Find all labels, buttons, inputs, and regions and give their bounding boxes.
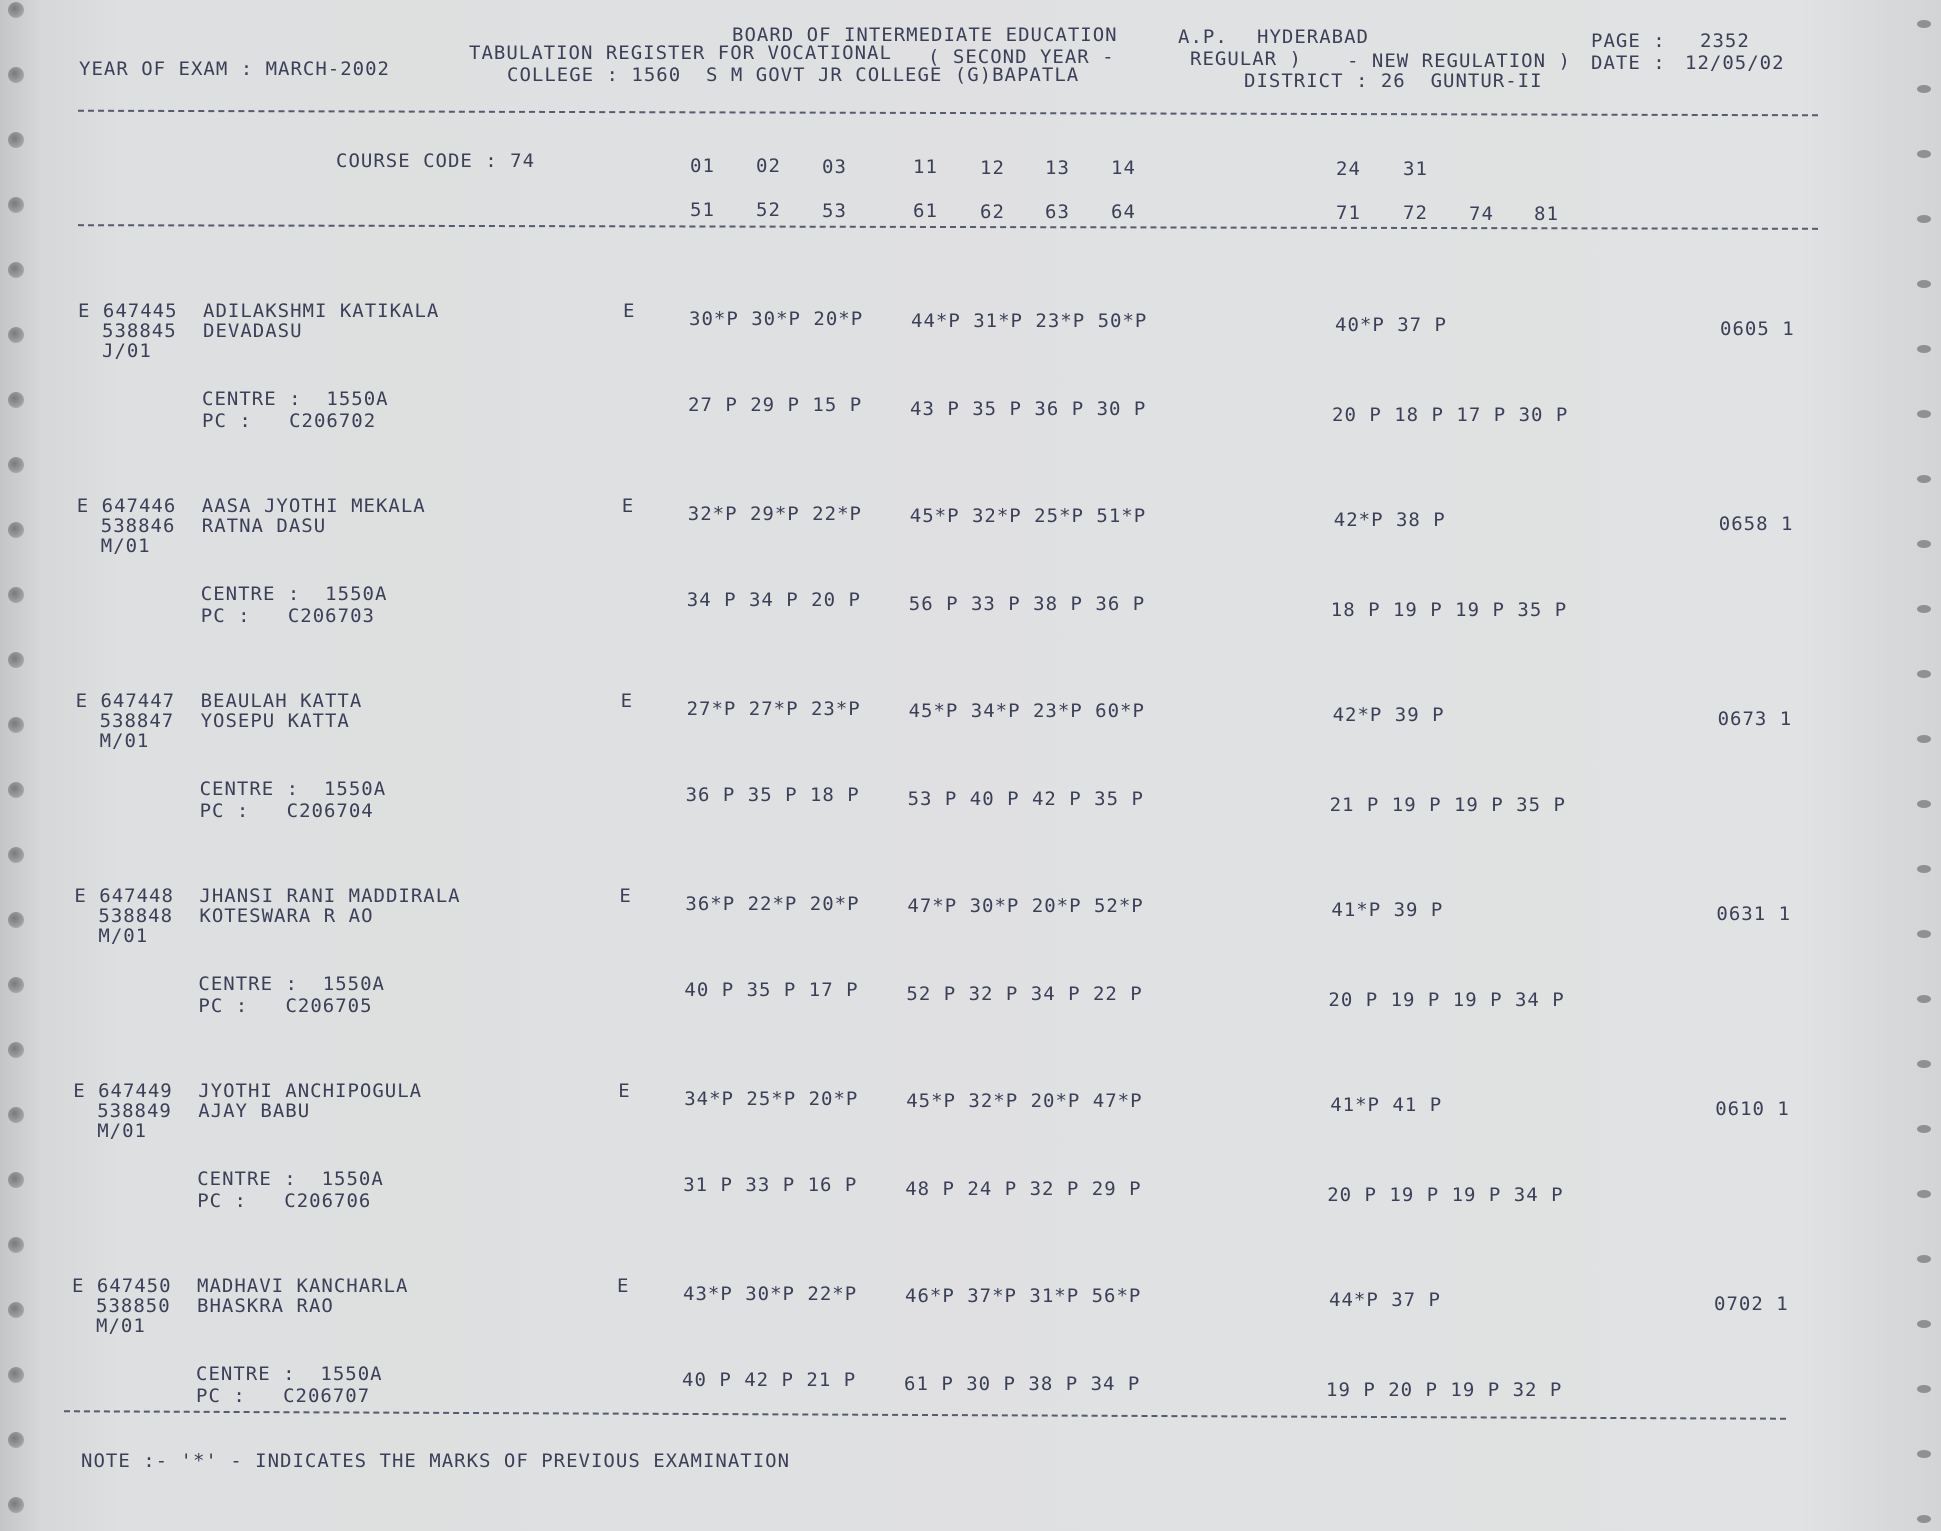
subject-code: 11 (913, 156, 938, 179)
marks-part3-prev: 41*P 41 P (1330, 1094, 1443, 1116)
tractor-hole (1917, 1320, 1931, 1328)
father-name: RATNA DASU (201, 515, 327, 537)
tractor-hole (1917, 930, 1931, 938)
marks-part1-prev: 43*P 30*P 22*P (683, 1283, 858, 1305)
centre-code: CENTRE : 1550A (199, 778, 387, 800)
tractor-hole (1917, 410, 1931, 418)
date-label: DATE : (1591, 52, 1666, 74)
total-marks: 0610 1 (1715, 1098, 1790, 1120)
hall-ticket-number: 538848 (98, 905, 174, 927)
tractor-hole (1917, 995, 1931, 1003)
marks-part1-current: 31 P 33 P 16 P (683, 1174, 858, 1196)
marks-part1-prev: 36*P 22*P 20*P (685, 893, 860, 915)
father-name: BHASKRA RAO (197, 1295, 334, 1317)
category-code: J/01 (102, 340, 152, 362)
subject-code: 72 (1403, 202, 1428, 225)
marks-part1-prev: 27*P 27*P 23*P (686, 698, 861, 720)
roll-number: E 647447 (75, 690, 176, 712)
centre-code: CENTRE : 1550A (196, 1363, 383, 1385)
city-label: HYDERABAD (1257, 26, 1369, 48)
total-marks: 0702 1 (1714, 1293, 1789, 1315)
page-number: 2352 (1700, 30, 1750, 52)
tractor-hole (8, 132, 24, 148)
marks-part1-prev: 30*P 30*P 20*P (689, 308, 864, 330)
centre-code: CENTRE : 1550A (202, 388, 389, 410)
page-label: PAGE : (1591, 30, 1666, 52)
student-name: AASA JYOTHI MEKALA (201, 495, 426, 517)
board-title: BOARD OF INTERMEDIATE EDUCATION (732, 24, 1118, 46)
tractor-hole (8, 587, 24, 603)
pc-code: PC : C206705 (198, 995, 373, 1017)
tractor-hole (8, 1107, 24, 1123)
total-marks: 0673 1 (1717, 708, 1793, 730)
tractor-hole (8, 1042, 24, 1058)
centre-code: CENTRE : 1550A (197, 1168, 384, 1190)
subject-code: 14 (1111, 157, 1136, 180)
subject-code: 03 (822, 155, 847, 178)
subject-code: 12 (980, 156, 1005, 179)
subject-code: 61 (913, 200, 938, 223)
pc-code: PC : C206703 (200, 605, 375, 627)
marks-part1-current: 27 P 29 P 15 P (688, 394, 863, 416)
category-code: M/01 (97, 1120, 147, 1142)
footnote: NOTE :- '*' - INDICATES THE MARKS OF PREVIOUS EXAMINATION (81, 1450, 791, 1472)
tractor-hole (1917, 280, 1931, 288)
marks-part3-current: 19 P 20 P 19 P 32 P (1326, 1379, 1563, 1401)
subject-code: 81 (1534, 203, 1559, 225)
marks-part2-current: 43 P 35 P 36 P 30 P (910, 398, 1147, 420)
header-rule-top (78, 110, 1818, 117)
tractor-hole (8, 522, 24, 538)
tractor-hole (1917, 540, 1931, 548)
student-name: JHANSI RANI MADDIRALA (199, 885, 461, 907)
subject-code: 53 (822, 199, 847, 222)
marks-part1-current: 34 P 34 P 20 P (686, 589, 861, 611)
marks-part3-current: 20 P 19 P 19 P 34 P (1328, 989, 1565, 1011)
marks-part2-prev: 45*P 32*P 25*P 51*P (909, 505, 1147, 527)
student-name: MADHAVI KANCHARLA (197, 1275, 409, 1297)
hall-ticket-number: 538849 (97, 1100, 172, 1122)
tractor-hole (8, 1432, 24, 1448)
marks-part2-prev: 46*P 37*P 31*P 56*P (905, 1285, 1142, 1307)
tractor-hole (8, 1497, 24, 1513)
medium-code: E (617, 1275, 630, 1297)
father-name: YOSEPU KATTA (200, 710, 350, 732)
subject-code: 63 (1045, 201, 1070, 223)
category-code: M/01 (100, 535, 151, 557)
category-code: M/01 (98, 925, 149, 947)
student-name: JYOTHI ANCHIPOGULA (198, 1080, 423, 1102)
tractor-hole (8, 67, 24, 83)
father-name: AJAY BABU (198, 1100, 311, 1122)
tractor-hole (1917, 1515, 1931, 1523)
date-value: 12/05/02 (1685, 52, 1785, 74)
marks-part3-prev: 44*P 37 P (1329, 1289, 1441, 1311)
tractor-hole (8, 782, 24, 798)
total-marks: 0631 1 (1716, 903, 1792, 925)
tractor-hole (1917, 1255, 1931, 1263)
medium-code: E (619, 885, 632, 907)
marks-part3-current: 18 P 19 P 19 P 35 P (1330, 599, 1568, 621)
college-line: COLLEGE : 1560 S M GOVT JR COLLEGE (G)BAPATLA (507, 64, 1080, 86)
marks-part2-current: 56 P 33 P 38 P 36 P (908, 593, 1146, 615)
district-line: DISTRICT : 26 GUNTUR-II (1244, 70, 1543, 92)
tractor-hole (1917, 150, 1931, 158)
tractor-hole (1917, 605, 1931, 613)
pc-code: PC : C206707 (196, 1385, 371, 1407)
tractor-hole (1917, 1060, 1931, 1068)
tractor-hole (8, 327, 24, 343)
hall-ticket-number: 538850 (96, 1295, 171, 1317)
pc-code: PC : C206706 (197, 1190, 372, 1212)
regular-label: REGULAR ) (1190, 48, 1302, 70)
medium-code: E (618, 1080, 631, 1102)
father-name: DEVADASU (203, 320, 303, 342)
subject-code: 01 (690, 155, 715, 177)
marks-part3-prev: 40*P 37 P (1335, 314, 1447, 336)
marks-part3-current: 21 P 19 P 19 P 35 P (1329, 794, 1566, 816)
roll-number: E 647449 (73, 1080, 173, 1102)
tractor-hole (1917, 215, 1931, 223)
left-tractor-holes (0, 0, 40, 1531)
tractor-hole (8, 1172, 24, 1188)
subject-code: 02 (756, 155, 781, 178)
tractor-hole (1917, 345, 1931, 353)
hall-ticket-number: 538846 (100, 515, 176, 537)
footer-rule (64, 1410, 1786, 1420)
tractor-hole (8, 197, 24, 213)
subject-code: 64 (1111, 201, 1136, 224)
marks-part2-prev: 45*P 34*P 23*P 60*P (908, 700, 1145, 722)
subject-code: 74 (1469, 202, 1494, 225)
tractor-hole (8, 2, 24, 18)
second-year-label: ( SECOND YEAR - (928, 46, 1115, 68)
marks-part1-current: 40 P 42 P 21 P (682, 1369, 857, 1391)
year-of-exam: YEAR OF EXAM : MARCH-2002 (79, 58, 390, 80)
tractor-hole (8, 392, 24, 408)
tractor-hole (1917, 1385, 1931, 1393)
marks-part1-prev: 32*P 29*P 22*P (687, 503, 862, 525)
tractor-hole (1917, 1190, 1931, 1198)
tractor-hole (8, 1367, 24, 1383)
roll-number: E 647450 (72, 1275, 172, 1297)
pc-code: PC : C206702 (202, 410, 377, 432)
subject-code: 51 (690, 199, 715, 221)
marks-part2-prev: 45*P 32*P 20*P 47*P (906, 1090, 1143, 1112)
tractor-hole (8, 1302, 24, 1318)
tractor-hole (8, 912, 24, 928)
medium-code: E (621, 495, 635, 517)
tractor-hole (1917, 800, 1931, 808)
tractor-hole (8, 457, 24, 473)
tractor-hole (8, 262, 24, 278)
subject-code: 52 (756, 199, 781, 222)
marks-part1-current: 40 P 35 P 17 P (684, 979, 859, 1001)
marks-part2-prev: 44*P 31*P 23*P 50*P (911, 310, 1148, 332)
tractor-hole (8, 977, 24, 993)
category-code: M/01 (96, 1315, 146, 1337)
right-tractor-holes (1901, 0, 1941, 1531)
subject-code: 24 (1336, 157, 1361, 180)
tractor-hole (1917, 475, 1931, 483)
roll-number: E 647446 (76, 495, 177, 517)
course-code: COURSE CODE : 74 (336, 150, 536, 172)
state-label: A.P. (1178, 26, 1228, 48)
tractor-hole (8, 1237, 24, 1253)
hall-ticket-number: 538847 (99, 710, 175, 732)
student-name: BEAULAH KATTA (200, 690, 363, 712)
marks-part2-current: 48 P 24 P 32 P 29 P (905, 1178, 1142, 1200)
marks-part1-current: 36 P 35 P 18 P (685, 784, 860, 806)
centre-code: CENTRE : 1550A (198, 973, 385, 995)
subject-code: 62 (980, 200, 1005, 223)
hall-ticket-number: 538845 (102, 320, 177, 342)
tractor-hole (8, 847, 24, 863)
student-name: ADILAKSHMI KATIKALA (203, 300, 440, 322)
marks-part3-prev: 42*P 38 P (1333, 509, 1446, 531)
tractor-hole (1917, 670, 1931, 678)
subject-code: 31 (1403, 158, 1428, 181)
total-marks: 0605 1 (1720, 318, 1795, 340)
subject-code: 13 (1045, 157, 1070, 179)
father-name: KOTESWARA R AO (199, 905, 374, 927)
total-marks: 0658 1 (1718, 513, 1794, 535)
register-title: TABULATION REGISTER FOR VOCATIONAL (469, 42, 892, 64)
marks-part2-current: 61 P 30 P 38 P 34 P (904, 1373, 1141, 1395)
marks-part2-current: 52 P 32 P 34 P 22 P (906, 983, 1143, 1005)
roll-number: E 647448 (74, 885, 174, 907)
tractor-hole (8, 652, 24, 668)
header-rule-bottom (78, 224, 1818, 230)
pc-code: PC : C206704 (199, 800, 374, 822)
tractor-hole (1917, 1450, 1931, 1458)
marks-part3-prev: 42*P 39 P (1332, 704, 1445, 726)
tractor-hole (8, 717, 24, 733)
tractor-hole (1917, 1125, 1931, 1133)
marks-part2-prev: 47*P 30*P 20*P 52*P (907, 895, 1144, 917)
marks-part3-prev: 41*P 39 P (1331, 899, 1444, 921)
tractor-hole (1917, 865, 1931, 873)
marks-part3-current: 20 P 18 P 17 P 30 P (1332, 404, 1569, 426)
centre-code: CENTRE : 1550A (200, 583, 388, 605)
marks-part2-current: 53 P 40 P 42 P 35 P (907, 788, 1144, 810)
marks-part1-prev: 34*P 25*P 20*P (684, 1088, 859, 1110)
medium-code: E (623, 300, 636, 322)
tractor-hole (1917, 85, 1931, 93)
medium-code: E (620, 690, 634, 712)
tractor-hole (1917, 735, 1931, 743)
subject-code: 71 (1336, 201, 1361, 224)
new-regulation-label: - NEW REGULATION ) (1347, 50, 1571, 72)
marks-part3-current: 20 P 19 P 19 P 34 P (1327, 1184, 1564, 1206)
roll-number: E 647445 (78, 300, 178, 322)
tractor-hole (1917, 20, 1931, 28)
category-code: M/01 (99, 730, 150, 752)
